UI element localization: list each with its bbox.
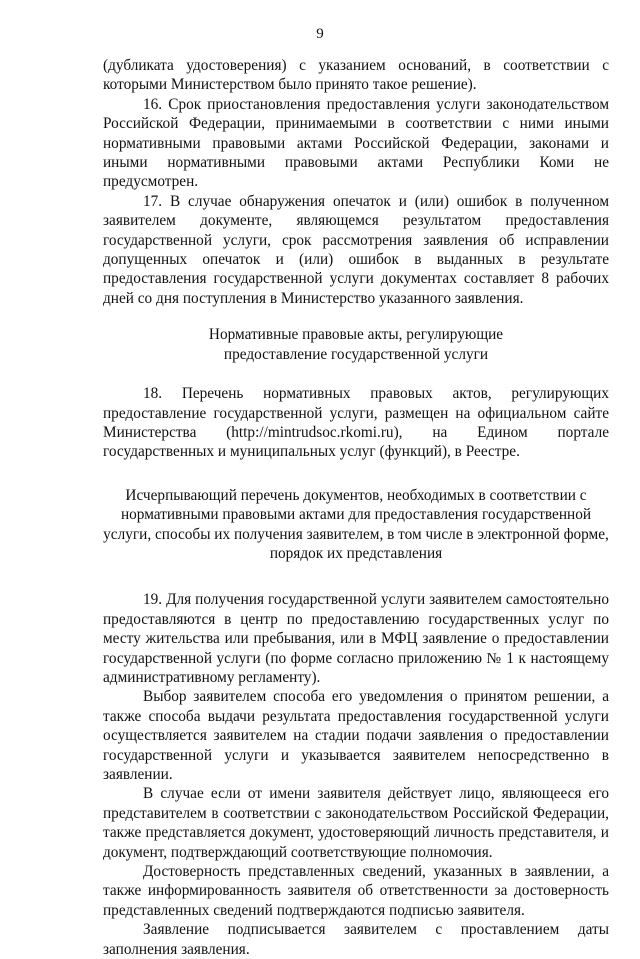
- section-heading-line: Исчерпывающий перечень документов, необходимых в соответствии с: [125, 486, 587, 504]
- paragraph-19: 19. Для получения государственной услуги заявителем самостоятельно предоставляются в центр по предоставлению государственных услуг по месту жительства или пребывания, или в МФЦ заявление о предоставлении государственной услуги (по форме согласно приложению № 1 к настоящему административному регламенту).: [103, 591, 609, 686]
- spacer: [103, 364, 609, 384]
- page-number: 9: [316, 26, 324, 42]
- section-heading-line: услуги, способы их получения заявителем, в том числе в электронной форме,: [103, 525, 609, 543]
- paragraph-17: 17. В случае обнаружения опечаток и (или) ошибок в полученном заявителем документе, являющемся результатом предоставления государственной услуги, срок рассмотрения заявления об исправлении допущенных опечаток и (или) ошибок в выданных в результате предоставления государственной услуги документах составляет 8 рабочих дней со дня поступления в Министерство указанного заявления.: [103, 192, 609, 307]
- section-heading-normative-acts: [103, 325, 609, 364]
- spacer: [103, 308, 609, 325]
- spacer: [103, 563, 609, 590]
- spacer: [103, 462, 609, 486]
- paragraph-18: 18. Перечень нормативных правовых актов, регулирующих предоставление государственной услуги, размещен на официальном сайте Министерства (http://mintrudsoc.rkomi.ru), на Едином портале государственных и муниципальных услуг (функций), в Реестре.: [103, 385, 609, 461]
- section-heading-line: нормативными правовыми актами для предоставления государственной: [120, 506, 592, 524]
- section-heading-line: порядок их представления: [269, 544, 443, 562]
- paragraph-reliability: Достоверность представленных сведений, указанных в заявлении, а также информированность заявителя об ответственности за достоверность представленных сведений подтверждаются подписью заявителя.: [103, 863, 609, 919]
- paragraph-notification-choice: Выбор заявителем способа его уведомления о принятом решении, а также способа выдачи результата предоставления государственной услуги осуществляется заявителем на стадии подачи заявления о предоставлении государственной услуги и указывается заявителем непосредственно в заявлении.: [103, 688, 609, 783]
- paragraph-continuation: (дубликата удостоверения) с указанием оснований, в соответствии с которыми Министерством было принято такое решение).: [103, 57, 609, 94]
- section-heading-line: предоставление государственной услуги: [223, 345, 489, 363]
- document-body: [103, 56, 609, 959]
- paragraph-signature: Заявление подписывается заявителем с проставлением даты заполнения заявления.: [103, 921, 609, 958]
- paragraph-representative: В случае если от имени заявителя действует лицо, являющееся его представителем в соответствии с законодательством Российской Федерации, также представляется документ, удостоверяющий личность представителя, и документ, подтверждающий соответствующие полномочия.: [103, 785, 609, 861]
- paragraph-16: 16. Срок приостановления предоставления услуги законодательством Российской Федерации, принимаемыми в соответствии с ними иными нормативными правовыми актами Российской Федерации, законами и иными нормативными правовыми актами Республики Коми не предусмотрен.: [103, 95, 609, 191]
- section-heading-documents-list: [103, 486, 609, 564]
- section-heading-line: Нормативные правовые акты, регулирующие: [208, 326, 504, 344]
